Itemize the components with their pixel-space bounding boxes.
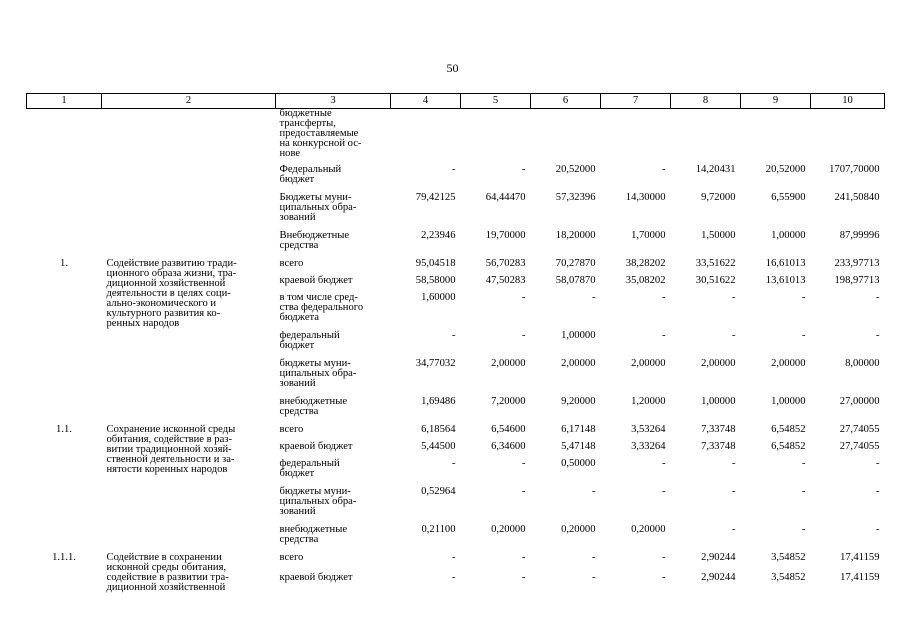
value-year-col-4: 1,60000 (421, 291, 456, 303)
value-year-col-5: 56,70283 (485, 257, 526, 269)
value-year-col-9: 13,61013 (765, 274, 806, 286)
table-row (27, 425, 885, 442)
value-year-col-10: 27,74055 (839, 423, 880, 435)
value-year-col-6: 20,52000 (555, 163, 596, 175)
value-year-col-8: - (731, 329, 736, 341)
value-year-col-5: - (521, 551, 526, 563)
value-year-col-7: - (661, 571, 666, 583)
value-year-col-7: 35,08202 (625, 274, 666, 286)
value-year-col-6: 1,00000 (561, 329, 596, 341)
value-year-col-10: 27,74055 (839, 440, 880, 452)
value-year-col-4 (391, 109, 461, 165)
header-cell-8: 8 (671, 94, 741, 109)
value-year-col-4: - (451, 457, 456, 469)
row-description: Сохранение исконной среды обитания, содействие в раз- витии традиционной хозяй- ственной деятельности и за- нятости коренных народов (106, 423, 236, 475)
value-year-col-10: 87,99996 (839, 229, 880, 241)
value-year-col-10: 241,50840 (834, 191, 880, 203)
funding-source: федеральный бюджет (279, 457, 340, 479)
funding-source: Внебюджетные средства (279, 229, 350, 251)
value-year-col-8: - (731, 485, 736, 497)
value-year-col-10: 27,00000 (839, 395, 880, 407)
value-year-col-8: 2,00000 (701, 357, 736, 369)
value-year-col-5 (461, 109, 531, 165)
budget-table (26, 93, 885, 593)
value-year-col-10: 198,97713 (834, 274, 880, 286)
value-year-col-8: - (731, 291, 736, 303)
value-year-col-9: 1,00000 (771, 395, 806, 407)
value-year-col-10: - (875, 523, 880, 535)
funding-source: краевой бюджет (279, 571, 353, 583)
row-description: Содействие в сохранении исконной среды обитания, содействие в развитии тра- диционной хозяйственной (106, 551, 229, 593)
value-year-col-4: 58,58000 (415, 274, 456, 286)
value-year-col-5: - (521, 457, 526, 469)
funding-source: краевой бюджет (279, 274, 353, 286)
row-index (27, 231, 102, 259)
header-row (27, 94, 885, 109)
value-year-col-8: 2,90244 (701, 551, 736, 563)
value-year-col-8: 1,00000 (701, 395, 736, 407)
funding-source: всего (279, 551, 304, 563)
value-year-col-9: - (801, 485, 806, 497)
value-year-col-10: 8,00000 (845, 357, 880, 369)
value-year-col-6: 0,50000 (561, 457, 596, 469)
value-year-col-9: 3,54852 (771, 571, 806, 583)
value-year-col-7: - (661, 457, 666, 469)
value-year-col-5: 64,44470 (485, 191, 526, 203)
table-row (27, 231, 885, 259)
header-cell-4: 4 (391, 94, 461, 109)
value-year-col-9: 2,00000 (771, 357, 806, 369)
value-year-col-4: 2,23946 (421, 229, 456, 241)
value-year-col-4: 95,04518 (415, 257, 456, 269)
value-year-col-8: 7,33748 (701, 440, 736, 452)
value-year-col-7: 1,20000 (631, 395, 666, 407)
table-header (27, 94, 885, 109)
value-year-col-4: 0,52964 (421, 485, 456, 497)
value-year-col-7: 2,00000 (631, 357, 666, 369)
page-number: 50 (446, 61, 459, 75)
value-year-col-10 (811, 109, 885, 165)
header-cell-5: 5 (461, 94, 531, 109)
row-index: 1.1. (56, 423, 72, 435)
value-year-col-5: 0,20000 (491, 523, 526, 535)
value-year-col-7: 0,20000 (631, 523, 666, 535)
value-year-col-4: 79,42125 (415, 191, 456, 203)
row-index (27, 165, 102, 193)
value-year-col-8: - (731, 523, 736, 535)
value-year-col-8: 1,50000 (701, 229, 736, 241)
value-year-col-7: 3,53264 (631, 423, 666, 435)
funding-source: Федеральный бюджет (279, 163, 342, 185)
value-year-col-6: 58,07870 (555, 274, 596, 286)
value-year-col-6: 18,20000 (555, 229, 596, 241)
funding-source: в том числе сред- ства федерального бюджета (279, 291, 364, 323)
table-row (27, 109, 885, 165)
header-cell-7: 7 (601, 94, 671, 109)
row-index (27, 193, 102, 231)
header-cell-10: 10 (811, 94, 885, 109)
value-year-col-4: - (451, 551, 456, 563)
value-year-col-8: 2,90244 (701, 571, 736, 583)
value-year-col-4: 6,18564 (421, 423, 456, 435)
row-description (102, 193, 276, 231)
value-year-col-7: 1,70000 (631, 229, 666, 241)
value-year-col-9 (741, 109, 811, 165)
value-year-col-10: 233,97713 (834, 257, 880, 269)
funding-source: федеральный бюджет (279, 329, 340, 351)
value-year-col-8: 30,51622 (695, 274, 736, 286)
row-description: Содействие развитию тради- ционного образа жизни, тра- диционной хозяйственной деятельности в целях соци- ально-экономического и культурного развития ко- ренных народов (106, 257, 237, 329)
value-year-col-9: 6,54852 (771, 423, 806, 435)
value-year-col-5: 47,50283 (485, 274, 526, 286)
value-year-col-6: - (591, 291, 596, 303)
value-year-col-5: - (521, 163, 526, 175)
value-year-col-10: - (875, 485, 880, 497)
value-year-col-7 (601, 109, 671, 165)
funding-source: бюджеты муни- ципальных обра- зований (279, 357, 357, 389)
header-cell-9: 9 (741, 94, 811, 109)
row-description (102, 165, 276, 193)
value-year-col-9: 1,00000 (771, 229, 806, 241)
value-year-col-4: 34,77032 (415, 357, 456, 369)
value-year-col-7: - (661, 485, 666, 497)
table-body (27, 109, 885, 593)
value-year-col-9: - (801, 329, 806, 341)
value-year-col-5: 2,00000 (491, 357, 526, 369)
header-cell-3: 3 (276, 94, 391, 109)
value-year-col-8 (671, 109, 741, 165)
row-index (27, 109, 102, 165)
funding-source: краевой бюджет (279, 440, 353, 452)
value-year-col-7: - (661, 163, 666, 175)
value-year-col-7: - (661, 291, 666, 303)
value-year-col-5: 6,54600 (491, 423, 526, 435)
value-year-col-5: - (521, 329, 526, 341)
value-year-col-8: 7,33748 (701, 423, 736, 435)
header-cell-1: 1 (27, 94, 102, 109)
value-year-col-9: - (801, 457, 806, 469)
value-year-col-9: 20,52000 (765, 163, 806, 175)
value-year-col-6: - (591, 571, 596, 583)
table-row (27, 165, 885, 193)
value-year-col-9: 3,54852 (771, 551, 806, 563)
value-year-col-10: - (875, 329, 880, 341)
value-year-col-6 (531, 109, 601, 165)
value-year-col-9: 6,54852 (771, 440, 806, 452)
row-description (102, 109, 276, 165)
table-row (27, 259, 885, 276)
value-year-col-5: - (521, 291, 526, 303)
value-year-col-6: 70,27870 (555, 257, 596, 269)
value-year-col-8: - (731, 457, 736, 469)
value-year-col-5: - (521, 485, 526, 497)
value-year-col-6: 57,32396 (555, 191, 596, 203)
value-year-col-4: 0,21100 (421, 523, 456, 535)
value-year-col-8: 33,51622 (695, 257, 736, 269)
value-year-col-10: 1707,70000 (829, 163, 880, 175)
header-cell-6: 6 (531, 94, 601, 109)
value-year-col-7: 14,30000 (625, 191, 666, 203)
value-year-col-10: - (875, 291, 880, 303)
table-row (27, 193, 885, 231)
value-year-col-6: 9,20000 (561, 395, 596, 407)
value-year-col-9: 16,61013 (765, 257, 806, 269)
value-year-col-6: 5,47148 (561, 440, 596, 452)
funding-source: Бюджеты муни- ципальных обра- зований (279, 191, 357, 223)
value-year-col-6: - (591, 551, 596, 563)
value-year-col-9: - (801, 523, 806, 535)
value-year-col-10: - (875, 457, 880, 469)
row-index: 1.1.1. (52, 551, 76, 563)
value-year-col-8: 14,20431 (695, 163, 736, 175)
value-year-col-8: 9,72000 (701, 191, 736, 203)
value-year-col-4: 5,44500 (421, 440, 456, 452)
funding-source: бюджетные трансферты, предоставляемые на конкурсной ос- нове (279, 108, 362, 159)
funding-source: бюджеты муни- ципальных обра- зований (279, 485, 357, 517)
funding-source: внебюджетные средства (279, 523, 348, 545)
table-row (27, 553, 885, 573)
row-index: 1. (60, 257, 68, 269)
value-year-col-5: - (521, 571, 526, 583)
value-year-col-4: 1,69486 (421, 395, 456, 407)
value-year-col-6: 0,20000 (561, 523, 596, 535)
value-year-col-5: 7,20000 (491, 395, 526, 407)
value-year-col-9: - (801, 291, 806, 303)
value-year-col-6: 6,17148 (561, 423, 596, 435)
value-year-col-5: 19,70000 (485, 229, 526, 241)
value-year-col-4: - (451, 163, 456, 175)
value-year-col-7: 38,28202 (625, 257, 666, 269)
value-year-col-9: 6,55900 (771, 191, 806, 203)
funding-source: всего (279, 257, 304, 269)
value-year-col-4: - (451, 329, 456, 341)
value-year-col-6: - (591, 485, 596, 497)
value-year-col-7: 3,33264 (631, 440, 666, 452)
value-year-col-10: 17,41159 (840, 571, 880, 583)
value-year-col-6: 2,00000 (561, 357, 596, 369)
value-year-col-5: 6,34600 (491, 440, 526, 452)
row-description (102, 231, 276, 259)
value-year-col-10: 17,41159 (840, 551, 880, 563)
funding-source: внебюджетные средства (279, 395, 348, 417)
value-year-col-7: - (661, 551, 666, 563)
header-cell-2: 2 (102, 94, 276, 109)
value-year-col-7: - (661, 329, 666, 341)
value-year-col-4: - (451, 571, 456, 583)
funding-source: всего (279, 423, 304, 435)
